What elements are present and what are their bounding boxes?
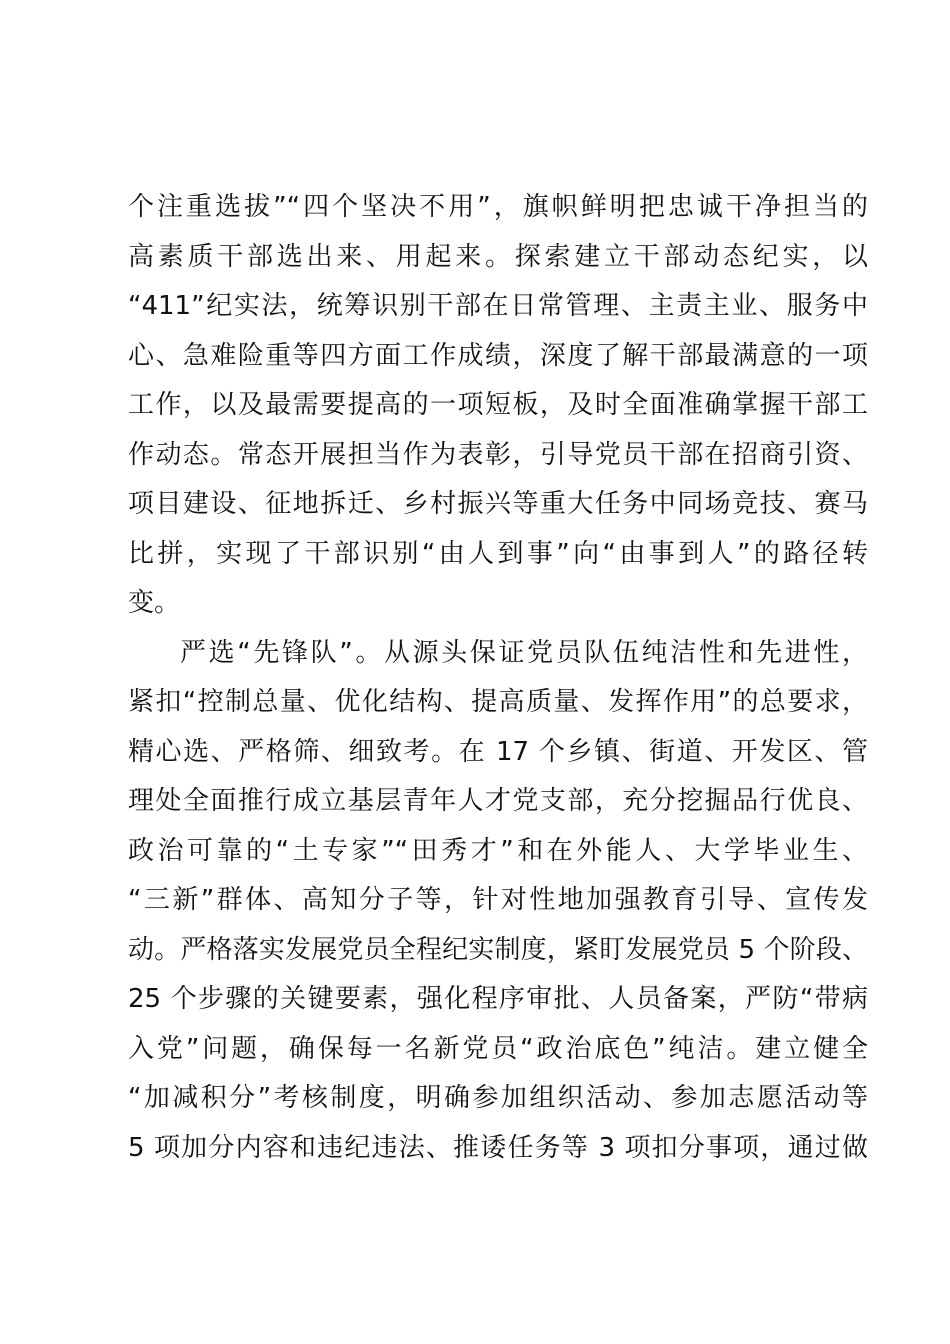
text-line: “三新”群体、高知分子等，针对性地加强教育引导、宣传发: [128, 885, 868, 915]
text-line: 个注重选拔”“四个坚决不用”，旗帜鲜明把忠诚干净担当的: [128, 192, 868, 222]
text-line: 5 项加分内容和违纪违法、推诿任务等 3 项扣分事项，通过做: [128, 1132, 868, 1163]
text-line: 入党”问题，确保每一名新党员“政治底色”纯洁。建立健全: [128, 1033, 868, 1064]
document-body: [128, 183, 868, 1173]
text-line: 高素质干部选出来、用起来。探索建立干部动态纪实，以: [128, 241, 868, 272]
text-line: 动。严格落实发展党员全程纪实制度，紧盯发展党员 5 个阶段、: [128, 934, 868, 965]
paragraph-heading-line: 严选“先锋队”。从源头保证党员队伍纯洁性和先进性，: [180, 637, 868, 668]
text-line: 作动态。常态开展担当作为表彰，引导党员干部在招商引资、: [128, 439, 868, 470]
text-line: 变。: [128, 588, 181, 618]
text-line: “加减积分”考核制度，明确参加组织活动、参加志愿活动等: [128, 1083, 868, 1113]
text-line: 政治可靠的“土专家”“田秀才”和在外能人、大学毕业生、: [128, 835, 868, 866]
text-line: 心、急难险重等四方面工作成绩，深度了解干部最满意的一项: [128, 340, 868, 371]
text-line: 工作，以及最需要提高的一项短板，及时全面准确掌握干部工: [128, 390, 868, 420]
text-line: 精心选、严格筛、细致考。在 17 个乡镇、街道、开发区、管: [128, 736, 868, 767]
text-line: 比拼，实现了干部识别“由人到事”向“由事到人”的路径转: [128, 538, 868, 569]
text-line: 项目建设、征地拆迁、乡村振兴等重大任务中同场竞技、赛马: [128, 489, 868, 519]
text-line: 理处全面推行成立基层青年人才党支部，充分挖掘品行优良、: [128, 786, 868, 816]
text-line: “411”纪实法，统筹识别干部在日常管理、主责主业、服务中: [128, 291, 868, 321]
text-line: 25 个步骤的关键要素，强化程序审批、人员备案，严防“带病: [128, 984, 868, 1014]
text-line: 紧扣“控制总量、优化结构、提高质量、发挥作用”的总要求，: [128, 687, 868, 717]
